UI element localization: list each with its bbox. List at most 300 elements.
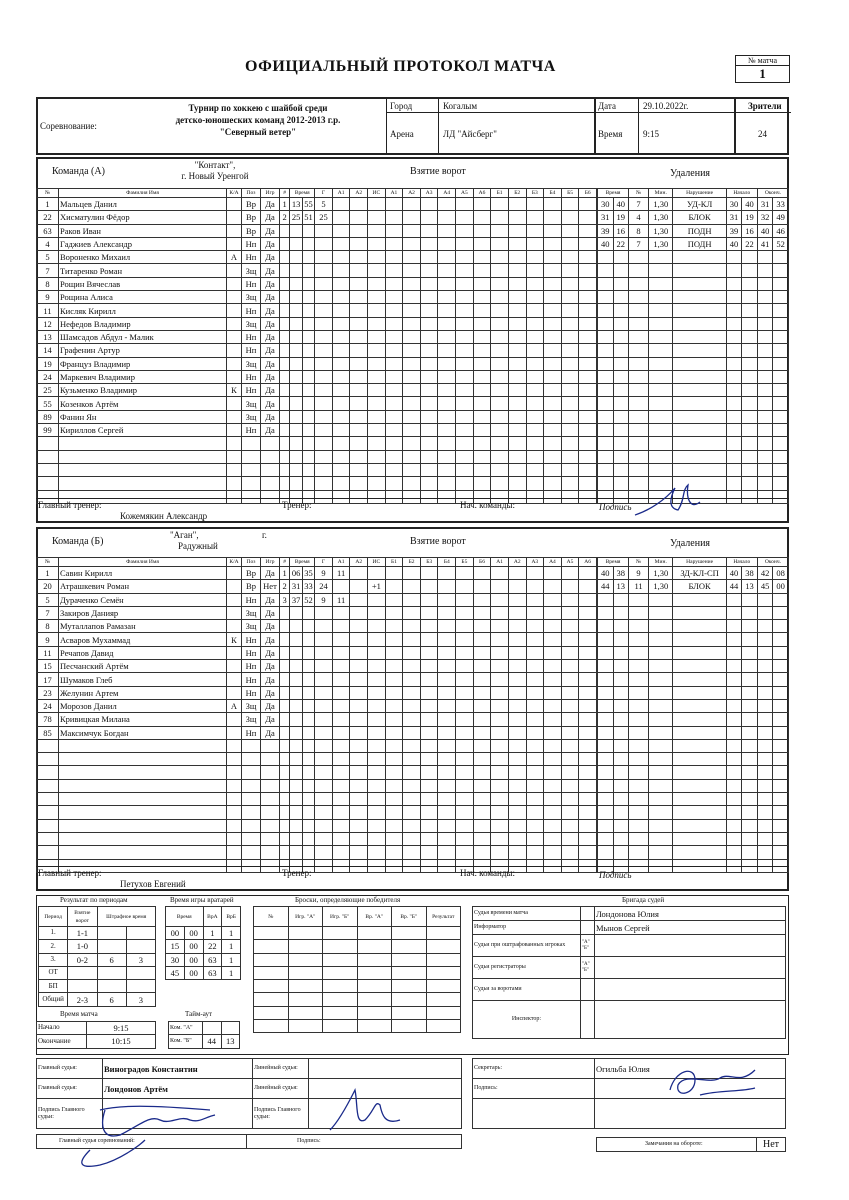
player-role: А [227,251,242,264]
penalty-e1: 42 [757,567,773,580]
match-number-label: № матча [736,56,789,66]
table-row [37,673,280,686]
goal-header: А6 [473,189,491,198]
table-row [598,450,789,463]
table-row [280,633,597,646]
penalty-b2: 13 [742,580,758,593]
period-pim-b [126,980,155,993]
player-plays: Да [261,673,280,686]
penalty-no: 11 [629,580,649,593]
table-row [37,726,280,739]
player-position: Нп [242,633,261,646]
penalty-b1: 31 [726,211,742,224]
goalie-cell: 63 [203,966,222,979]
table-row [473,907,786,921]
table-row [280,477,597,490]
player-role [227,593,242,606]
player-number: 13 [37,330,59,343]
shootout-header: Игр. "А" [288,907,323,927]
goalie-cell: 30 [166,953,185,966]
table-row [598,593,789,606]
periods-title: Результат по периодам [60,896,128,904]
period-header: Взятие ворот [68,907,97,927]
player-position: Вр [242,567,261,580]
player-name: Кириллов Сергей [59,424,227,437]
brigade-value [595,957,786,979]
penalty-m: 40 [598,567,614,580]
goal-header: Б6 [473,558,491,567]
penalty-header: Время [598,558,629,567]
table-row [280,779,597,792]
table-row [37,620,280,633]
table-row [473,979,786,1001]
player-name: Нефедов Владимир [59,317,227,330]
goal-header: Г [315,558,333,567]
player-role: К [227,633,242,646]
period-name: Общий [39,993,68,1006]
table-row [598,832,789,845]
player-number: 85 [37,726,59,739]
table-row [37,686,280,699]
period-pim-b: 3 [126,993,155,1006]
player-role [227,357,242,370]
table-row [280,317,597,330]
table-row [37,344,280,357]
player-number: 25 [37,384,59,397]
table-row [37,846,280,859]
penalty-header: Мин. [649,189,673,198]
brigade-value [595,1001,786,1039]
table-row [598,633,789,646]
goalie-cell: 15 [166,940,185,953]
goal-header: Б5 [561,189,579,198]
table-row [280,766,597,779]
player-position: Нп [242,646,261,659]
player-plays: Да [261,567,280,580]
penalty-s: 40 [613,198,629,211]
brigade-value: Мынов Сергей [595,921,786,935]
table-row [598,291,789,304]
table-row [280,806,597,819]
player-name: Рощин Вячеслав [59,277,227,290]
player-position: Нп [242,726,261,739]
time-value: 9:15 [643,129,660,139]
roster-header: Игр [261,558,280,567]
table-row [37,580,280,593]
goalie-cell: 1 [203,927,222,940]
goalie-cell: 63 [203,953,222,966]
period-name: ОТ [39,966,68,979]
roster-header: Фамилия Имя [59,558,227,567]
player-position: Зщ [242,620,261,633]
table-row [37,463,280,476]
goal-header: Г [315,189,333,198]
player-plays: Да [261,330,280,343]
team-b-chief-label: Нач. команды: [460,868,515,878]
goal-situation [368,567,386,580]
table-row [598,806,789,819]
player-position: Нп [242,384,261,397]
penalty-s: 16 [613,224,629,237]
player-plays: Нет [261,580,280,593]
penalty-m: 31 [598,211,614,224]
spectators-value: 24 [758,129,767,139]
player-name: Речапов Давид [59,646,227,659]
team-a-signature-label: Подпись [599,502,632,512]
penalty-header: Оконч. [757,189,788,198]
table-row [280,330,597,343]
penalty-b1: 44 [726,580,742,593]
table-row [37,713,280,726]
goal-header: А1 [332,558,350,567]
table-row [280,593,597,606]
table-row [598,264,789,277]
penalty-b1: 40 [726,567,742,580]
table-row [37,437,280,450]
goal-header: Б1 [491,189,509,198]
time-label: Время [598,129,623,139]
table-row [37,450,280,463]
goal-assist-2 [350,567,368,580]
penalty-e1: 31 [757,198,773,211]
player-position: Нп [242,673,261,686]
team-a-coach-label: Тренер: [282,500,312,510]
penalty-v: УД-КЛ [673,198,726,211]
player-role [227,620,242,633]
table-row [37,424,280,437]
table-row [473,1001,786,1039]
player-name: Шумаков Глеб [59,673,227,686]
period-pim-b: 3 [126,953,155,966]
goalie-cell: 00 [184,927,203,940]
goalie-header: Время [166,907,204,927]
player-name: Француз Владимир [59,357,227,370]
table-row [598,753,789,766]
player-name: Закиров Данияр [59,606,227,619]
penalty-m: 30 [598,198,614,211]
player-number: 4 [37,237,59,250]
player-number: 7 [37,606,59,619]
table-row [598,686,789,699]
table-row [37,477,280,490]
penalty-b1: 39 [726,224,742,237]
player-position: Нп [242,344,261,357]
goal-header: Б3 [526,189,544,198]
goal-situation [368,198,386,211]
table-row [598,424,789,437]
table-row [598,606,789,619]
goal-header: # [280,189,290,198]
player-name: Асваров Мухаммад [59,633,227,646]
period-pim-a [97,940,126,953]
table-row [37,291,280,304]
player-name: Кривицкая Милана [59,713,227,726]
goal-number: 2 [280,580,290,593]
penalty-header: Время [598,189,629,198]
player-plays: Да [261,237,280,250]
penalty-m: 39 [598,224,614,237]
goalie-cell: 00 [184,940,203,953]
player-plays: Да [261,224,280,237]
player-plays: Да [261,686,280,699]
goal-assist-2 [350,211,368,224]
penalty-e2: 52 [773,237,789,250]
player-name: Максимчук Богдан [59,726,227,739]
competition-label: Соревнование: [40,121,97,131]
player-name: Морозов Данил [59,699,227,712]
goal-header: Б4 [544,189,562,198]
table-row [37,793,280,806]
goal-minute: 31 [291,581,301,592]
table-row: Судьи при оштрафованных игроках "А" "Б" [473,935,786,957]
player-position: Вр [242,211,261,224]
goal-assist-1 [332,211,350,224]
goal-number: 1 [280,567,290,580]
period-pim-a [97,980,126,993]
player-number: 17 [37,673,59,686]
penalty-v: ПОДН [673,224,726,237]
goal-header: ИС [368,558,386,567]
penalty-v: БЛОК [673,580,726,593]
player-role: А [227,699,242,712]
penalty-no: 9 [629,567,649,580]
player-role [227,660,242,673]
penalty-header: Нарушение [673,189,726,198]
secretary-name: Огильба Юлия [595,1059,786,1079]
player-name: Атрашкевич Роман [59,580,227,593]
penalty-v: ПОДН [673,237,726,250]
player-position: Зщ [242,397,261,410]
table-row [280,224,597,237]
player-role [227,211,242,224]
penalty-b2: 19 [742,211,758,224]
player-plays: Да [261,606,280,619]
goal-second: 51 [304,212,313,223]
goal-header: Б5 [456,558,474,567]
goal-header: А2 [508,558,526,567]
player-number: 12 [37,317,59,330]
player-number: 5 [37,251,59,264]
penalty-header: Мин. [649,558,673,567]
player-plays: Да [261,593,280,606]
player-name: Песчанский Артём [59,660,227,673]
player-name: Савин Кирилл [59,567,227,580]
goal-header: # [280,558,290,567]
shootout-title: Броски, определяющие победителя [295,896,401,904]
penalty-min: 1,30 [649,237,673,250]
player-role [227,580,242,593]
goal-situation: +1 [368,580,386,593]
player-role [227,291,242,304]
period-name: 1. [39,927,68,940]
table-row [598,251,789,264]
period-pim-a [97,927,126,940]
table-row [37,370,280,383]
officials-right-table: Секретарь: Огильба Юлия Подпись: [472,1058,786,1129]
table-row [280,567,597,580]
penalty-e1: 41 [757,237,773,250]
table-row [598,739,789,752]
player-role [227,237,242,250]
player-role: К [227,384,242,397]
team-b-penalty-table [597,557,789,873]
goalie-time-table [165,906,241,980]
player-role [227,673,242,686]
shootout-header: Вр. "А" [357,907,392,927]
table-row [598,793,789,806]
player-name: Муталлапов Рамазан [59,620,227,633]
player-role [227,304,242,317]
penalty-s: 38 [613,567,629,580]
goal-header: Б3 [420,558,438,567]
player-number: 1 [37,198,59,211]
period-goals: 2-3 [68,993,97,1006]
goal-header: А5 [561,558,579,567]
remarks-value: Нет [757,1138,786,1152]
match-number: 1 [759,66,766,81]
table-row [598,846,789,859]
goal-header: Б6 [579,189,597,198]
player-position: Зщ [242,410,261,423]
comp-chief-table: Главный судья соревнований: Подпись: [36,1134,462,1149]
shootout-header: Вр. "Б" [392,907,427,927]
brigade-label: Информатор [473,921,581,935]
brigade-label: Судьи за воротами [473,979,581,1001]
goalie-cell: 00 [166,927,185,940]
date-value: 29.10.2022г. [643,101,689,111]
table-row [39,953,156,966]
team-a-goals-table [279,188,597,504]
player-role [227,410,242,423]
table-row [280,251,597,264]
player-name: Вороненко Михаил [59,251,227,264]
table-row [37,251,280,264]
penalty-min: 1,30 [649,567,673,580]
goal-header: А2 [403,189,421,198]
brigade-label: Судьи регистраторы [473,957,581,979]
table-row [598,410,789,423]
player-plays: Да [261,726,280,739]
table-row [280,673,597,686]
table-row [39,940,156,953]
player-name: Гаджиев Александр [59,237,227,250]
penalty-m: 40 [598,237,614,250]
player-position: Вр [242,198,261,211]
table-row [37,593,280,606]
header-block [36,97,789,155]
table-row [280,424,597,437]
goal-situation [368,593,386,606]
player-position: Зщ [242,606,261,619]
roster-header: Игр [261,189,280,198]
goal-scorer: 25 [315,211,333,224]
table-row [598,766,789,779]
table-row [280,686,597,699]
player-plays: Да [261,646,280,659]
penalty-no: 7 [629,198,649,211]
table-row [37,410,280,423]
table-row [166,966,241,979]
period-name: 3. [39,953,68,966]
table-row [280,819,597,832]
team-b-goals-table [279,557,597,873]
table-row [280,646,597,659]
team-a-penalty-table [597,188,789,504]
table-row [39,980,156,993]
penalty-e2: 00 [773,580,789,593]
table-row [166,940,241,953]
table-row [598,277,789,290]
table-row [598,660,789,673]
team-b-coach-label: Тренер: [282,868,312,878]
table-row [37,567,280,580]
table-row [280,713,597,726]
team-b-head-coach-label: Главный тренер: [38,868,102,878]
penalty-s: 22 [613,237,629,250]
city-value: Когалым [443,101,478,111]
brigade-label: Инспектор: [473,1001,581,1039]
team-a-penalties-title: Удаления [670,168,711,179]
brigade-value [595,935,786,957]
penalty-min: 1,30 [649,198,673,211]
player-position: Нп [242,304,261,317]
player-plays: Да [261,357,280,370]
table-row [598,317,789,330]
roster-header: № [37,189,59,198]
goal-number: 2 [280,211,290,224]
player-number: 8 [37,277,59,290]
player-number: 55 [37,397,59,410]
player-number: 15 [37,660,59,673]
player-plays: Да [261,384,280,397]
player-position: Нп [242,660,261,673]
player-role [227,397,242,410]
goal-header: А5 [456,189,474,198]
period-name: БП [39,980,68,993]
table-row [280,437,597,450]
table-row [280,832,597,845]
brigade-label: Судьи при оштрафованных игроках [473,935,581,957]
player-role [227,317,242,330]
chief-referee-2: Лондонов Артём [103,1079,253,1099]
player-number: 22 [37,211,59,224]
table-row [37,277,280,290]
roster-header: Поз [242,558,261,567]
player-role [227,606,242,619]
team-a-head-coach: Кожемякин Александр [120,511,208,521]
roster-header: № [37,558,59,567]
period-goals [68,980,97,993]
table-row [280,237,597,250]
player-role [227,567,242,580]
table-row [598,580,789,593]
penalty-e2: 33 [773,198,789,211]
player-position: Вр [242,224,261,237]
player-position: Зщ [242,317,261,330]
goal-header: А2 [350,189,368,198]
table-row [598,620,789,633]
table-row [280,793,597,806]
goal-number: 3 [280,593,290,606]
period-pim-a: 6 [97,953,126,966]
goal-number: 1 [280,198,290,211]
table-row [280,410,597,423]
table-row [37,224,280,237]
player-position: Зщ [242,357,261,370]
goal-header: А3 [420,189,438,198]
table-row [280,357,597,370]
table-row [598,384,789,397]
